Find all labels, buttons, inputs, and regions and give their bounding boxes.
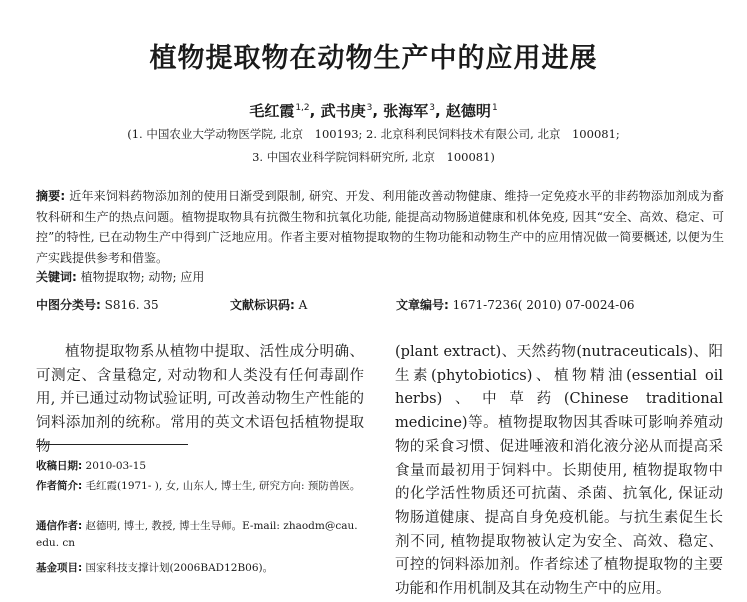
abstract (36, 186, 724, 268)
footnote-fund (36, 560, 364, 577)
classification-number (36, 296, 159, 313)
footnote-received (36, 458, 364, 475)
affiliation-line-1: (1. 中国农业大学动物医学院, 北京 100193; 2. 北京科利民饲料技术有限公司, 北京 100081; (127, 127, 620, 141)
article-number-value: 1671-7236( 2010) 07-0024-06 (452, 298, 635, 312)
author-name: 毛红霞 (249, 102, 295, 120)
author-list (0, 100, 747, 121)
keywords-label: 关键词: (36, 270, 77, 284)
classification-label: 中图分类号: (36, 298, 101, 312)
keywords (36, 268, 204, 285)
document-code-value: A (298, 298, 308, 312)
article-number (396, 296, 635, 313)
author-separator: , (372, 102, 384, 120)
keywords-text: 植物提取物; 动物; 应用 (80, 270, 205, 284)
article-title: 植物提取物在动物生产中的应用进展 (149, 43, 598, 74)
author-affiliation-mark: 3 (366, 103, 373, 113)
abstract-label: 摘要: (36, 189, 66, 203)
author-affiliation-mark: 1,2 (295, 103, 310, 113)
affiliation-line-2: 3. 中国农业科学院饲料研究所, 北京 100081) (252, 150, 495, 164)
footnote-received-label: 收稿日期: (36, 460, 83, 472)
footnote-fund-label: 基金项目: (36, 562, 83, 574)
author-affiliation-mark: 1 (491, 103, 498, 113)
author-affiliation-mark: 3 (429, 103, 435, 113)
footnote-received-text: 2010-03-15 (85, 460, 147, 472)
footnote-fund-text: 国家科技支撑计划(2006BAD12B06)。 (85, 562, 274, 574)
article-number-label: 文章编号: (396, 298, 449, 312)
abstract-text: 近年来饲料药物添加剂的使用日渐受到限制, 研究、开发、利用能改善动物健康、维持一定免疫水平的非药物添加剂成为畜牧科研和生产的热点问题。植物提取物具有抗微生物和抗氧化功能, 能提高动物肠道健康和机体免疫, 因其“安全、高效、稳定、可控”的特性, 已在动物生产中得到广泛地应用。作者主要对植物提取物的生物功能和动物生产中的应用情况做一简要概述, 以便为生产实践提供参考和借鉴。 (36, 189, 724, 265)
classification-value: S816. 35 (104, 298, 159, 312)
footnote-author-intro-label: 作者简介: (36, 480, 83, 492)
footnote-divider (36, 444, 188, 445)
body-left-column: 植物提取物系从植物中提取、活性成分明确、可测定、含量稳定, 对动物和人类没有任何毒副作用, 并已通过动物试验证明, 可改善动物生产性能的饲料添加剂的统称。常用的英文术语包括植物提取物 (36, 344, 364, 455)
footnote-correspondence-label: 通信作者: (36, 520, 83, 532)
footnote-author-intro (36, 478, 364, 495)
author-name: 武书庚 (320, 102, 366, 120)
author-separator: , (435, 102, 446, 120)
document-code (230, 296, 307, 313)
footnote-correspondence (36, 518, 364, 552)
document-code-label: 文献标识码: (230, 298, 295, 312)
author-name: 张海军 (383, 102, 429, 120)
author-separator: , (309, 102, 321, 120)
body-right-column: (plant extract)、天然药物(nutraceuticals)、阳生素(phytobiotics)、植物精油(essential oil herbs)、中草药(Chinese traditional medicine)等。植物提取物因其香味可影响养殖动物的采食习惯、促进唾液和消化液分泌从而提高采食量而最初用于饲料中。长期使用, 植物提取物中的化学活性物质还可抗菌、杀菌、抗氧化, 保证动物肠道健康、提高自身免疫机能。与抗生素促生长剂不同, 植物提取物被认定为安全、高效、稳定、可控的饲料添加剂。作者综述了植物提取物的主要功能和作用机制及其在动物生产中的应用。 (395, 344, 723, 598)
footnote-author-intro-text: 毛红霞(1971- ), 女, 山东人, 博士生, 研究方向: 预防兽医。 (85, 480, 361, 492)
author-name: 赵德明 (445, 102, 491, 120)
footnote-correspondence-text: 赵德明, 博士, 教授, 博士生导师。E-mail: zhaodm@cau. edu. cn (36, 520, 358, 549)
